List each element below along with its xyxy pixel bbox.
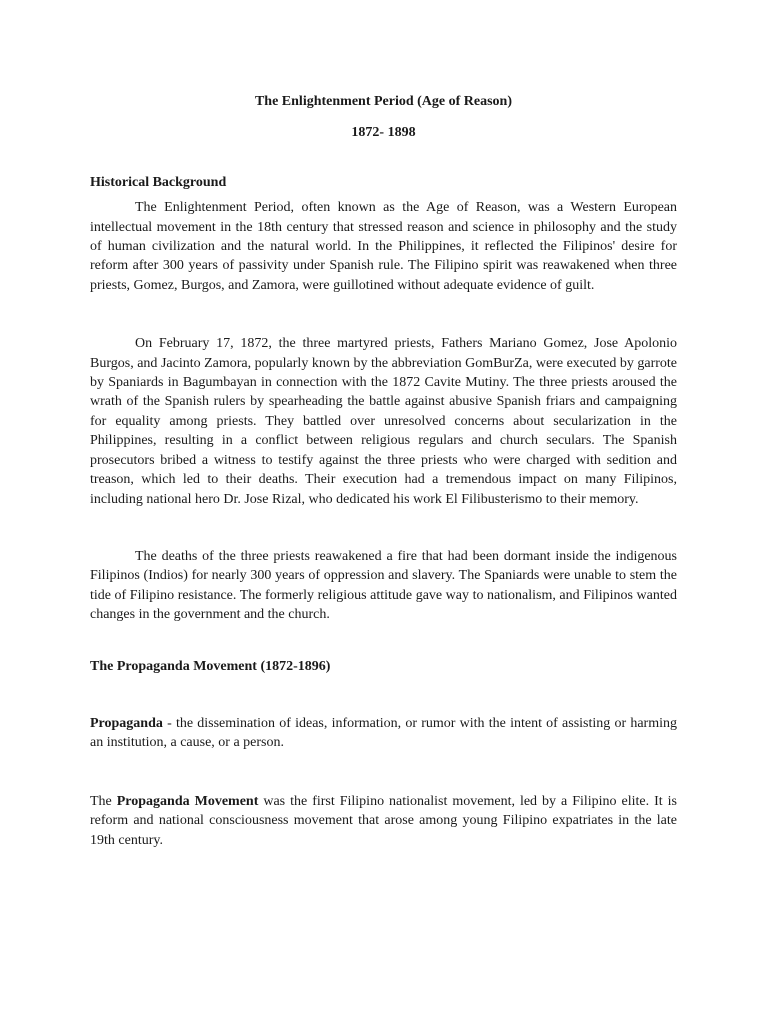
paragraph-reawakening: The deaths of the three priests reawakened a fire that had been dormant inside the indigenous Filipinos (Indios) for nearly 300 years of oppression and slavery. The Spaniards were unable to stem the tide of Filipino resistance. The formerly religious attitude gave way to nationalism, and Filipinos wanted changes in the government and the church.: [90, 548, 677, 623]
paragraph-term: Propaganda Movement: [116, 793, 259, 809]
section-heading-propaganda-movement: The Propaganda Movement (1872-1896): [90, 658, 331, 674]
definition-term: Propaganda: [90, 715, 163, 731]
document-title: The Enlightenment Period (Age of Reason): [254, 94, 513, 109]
paragraph-enlightenment-intro: The Enlightenment Period, often known as the Age of Reason, was a Western European intellectual movement in the 18th century that stressed reason and science in philosophy and the study of human civilization and the natural world. In the Philippines, it reflected the Filipinos' desire for reform after 300 years of passivity under Spanish rule. The Filipino spirit was reawakened when three priests, Gomez, Burgos, and Zamora, were guillotined without adequate evidence of guilt.: [90, 200, 677, 293]
definition-text: - the dissemination of ideas, information, or rumor with the intent of assisting or harming an institution, a cause, or a person.: [90, 715, 677, 751]
paragraph-gomburza: On February 17, 1872, the three martyred priests, Fathers Mariano Gomez, Jose Apolonio Burgos, and Jacinto Zamora, popularly known by the abbreviation GomBurZa, were executed by garrote by Spaniards in Bagumbayan in connection with the 1872 Cavite Mutiny. The three priests aroused the wrath of the Spanish rulers by spearheading the battle against abusive Spanish friars and campaigning for equality among priests. They battled over unresolved concerns about secularization in the Philippines, resulting in a conflict between religious regulars and church seculars. The Spanish prosecutors bribed a witness to testify against the three priests who were charged with sedition and treason, which led to their deaths. Their execution had a tremendous impact on many Filipinos, including national hero Dr. Jose Rizal, who dedicated his work El Filibusterismo to their memory.: [90, 336, 677, 507]
paragraph-propaganda-movement: [90, 792, 677, 850]
paragraph-rest: was the first Filipino nationalist movement, led by a Filipino elite. It is reform and national consciousness movement that arose among young Filipino expatriates in the late 19th century.: [90, 793, 677, 848]
paragraph-lead: The: [90, 793, 117, 809]
definition-propaganda: [90, 714, 677, 753]
section-heading-historical-background: Historical Background: [90, 174, 227, 190]
document-page: [90, 92, 677, 850]
document-years: 1872- 1898: [351, 125, 416, 141]
